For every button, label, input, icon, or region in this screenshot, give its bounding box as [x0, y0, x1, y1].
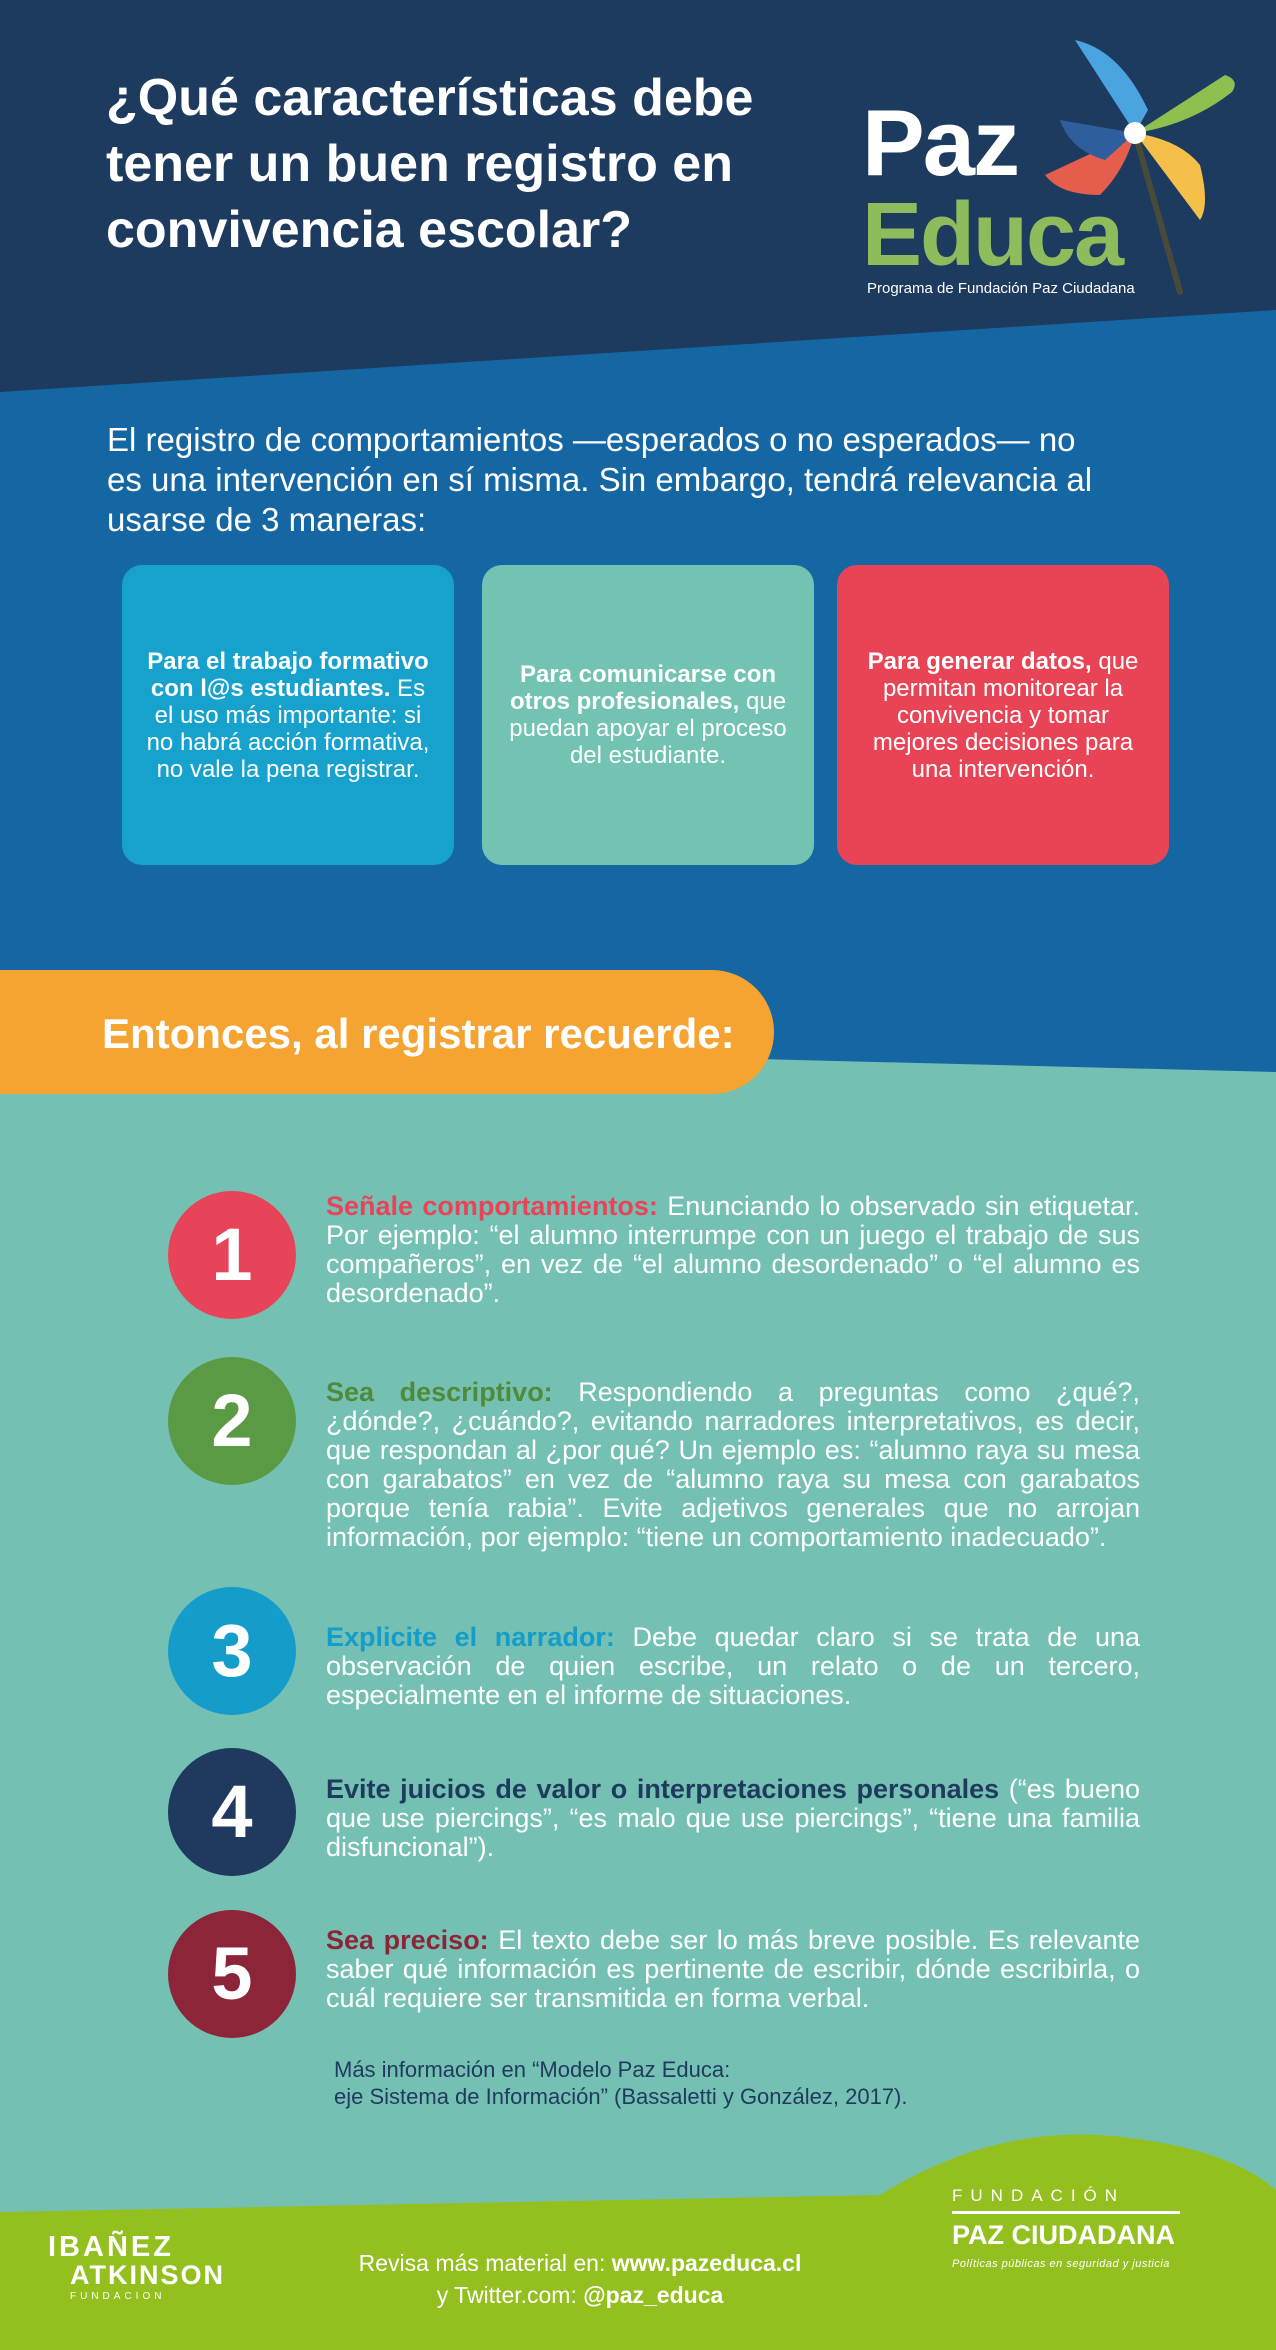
tip-item-5 [326, 1926, 1140, 2013]
number-badge-3: 3 [168, 1587, 296, 1715]
tip-heading: Sea preciso: [326, 1925, 489, 1955]
logo-subtitle: Programa de Fundación Paz Ciudadana [867, 280, 1135, 297]
card-text: que puedan apoyar el proceso del estudiante. [509, 688, 787, 769]
tip-text: (“es bueno que use piercings”, “es malo que use piercings”, “tiene una familia disfuncional”). [326, 1774, 1140, 1862]
tip-heading: Explicite el narrador: [326, 1622, 615, 1652]
tip-heading: Sea descriptivo: [326, 1377, 553, 1407]
tip-text: El texto debe ser lo más breve posible. Es relevante saber qué información es pertinente de escribir, dónde escribirla, o cuál requiere ser transmitida en forma verbal. [326, 1925, 1141, 2013]
section-banner-title: Entonces, al registrar recuerde: [102, 1010, 735, 1057]
card-heading: Para generar datos, [867, 647, 1092, 675]
number-badge-2: 2 [168, 1357, 296, 1485]
tip-text: Respondiendo a preguntas como ¿qué?, ¿dónde?, ¿cuándo?, evitando narradores interpretativos, es decir, que respondan al ¿por qué? Un ejemplo es: “alumno raya su mesa con garabatos” en vez de “alumno raya su mesa con garabatos porque tenía rabia”. Evite adjetivos generales que no arrojan información, por ejemplo: “tiene un comportamiento inadecuado”. [326, 1377, 1141, 1552]
paz-ciudadana-divider [952, 2211, 1180, 2214]
ibanez-atkinson-logo-bottom: ATKINSON [70, 2260, 225, 2290]
paz-ciudadana-fundacion: FUNDACIÓN [952, 2186, 1126, 2205]
tip-heading: Señale comportamientos: [326, 1191, 658, 1221]
more-info-line-1: Más información en “Modelo Paz Educa: [334, 2057, 731, 2082]
tip-text: Enunciando lo observado sin etiquetar. Por ejemplo: “el alumno interrumpe con un juego el trabajo de sus compañeros”, en vez de “el alumno desordenado” o “el alumno es desordenado”. [326, 1191, 1140, 1308]
website-link[interactable]: www.pazeduca.cl [611, 2250, 802, 2276]
card-heading: Para el trabajo formativo con l@s estudiantes. [147, 647, 429, 702]
twitter-link[interactable]: @paz_educa [583, 2282, 724, 2308]
logo-paz-text: Paz [862, 90, 1018, 195]
ibanez-atkinson-logo-top: IBAÑEZ [48, 2231, 174, 2263]
tip-heading: Evite juicios de valor o interpretaciones personales [326, 1774, 1000, 1804]
tip-item-3 [326, 1623, 1140, 1710]
footer-twitter-prefix: y Twitter.com: [436, 2282, 584, 2308]
card-data [837, 565, 1169, 865]
card-communicate [482, 565, 814, 865]
tip-text: Debe quedar claro si se trata de una observación de quien escribe, un relato o de un tercero, especialmente en el informe de situaciones. [326, 1622, 1141, 1710]
logo-educa-text: Educa [862, 185, 1123, 285]
number-badge-1: 1 [168, 1191, 296, 1319]
ibanez-atkinson-fundacion: FUNDACION [70, 2291, 166, 2302]
card-heading: Para comunicarse con otros profesionales, [509, 661, 777, 715]
card-text: Es el uso más importante: si no habrá acción formativa, no vale la pena registrar. [146, 674, 430, 783]
tip-item-1 [326, 1192, 1140, 1308]
number-badge-4: 4 [168, 1748, 296, 1876]
tip-item-2 [326, 1378, 1140, 1552]
paz-ciudadana-logo: PAZ CIUDADANA [952, 2220, 1175, 2250]
card-text: que permitan monitorear la convivencia y tomar mejores decisiones para una intervención. [872, 647, 1139, 783]
intro-text: El registro de comportamientos —esperados o no esperados— no es una intervención en sí misma. Sin embargo, tendrá relevancia al usarse de 3 maneras: [107, 421, 1093, 538]
tip-item-4 [326, 1775, 1140, 1862]
paz-ciudadana-subtitle: Políticas públicas en seguridad y justicia [952, 2258, 1170, 2270]
more-info [334, 2056, 908, 2110]
number-badge-5: 5 [168, 1910, 296, 2038]
more-info-line-2: eje Sistema de Información” (Bassaletti y González, 2017). [334, 2084, 908, 2109]
card-formative [122, 565, 454, 865]
footer-revisa: Revisa más material en: [358, 2250, 612, 2276]
footer-links [300, 2247, 860, 2311]
page-title: ¿Qué características debe tener un buen registro en convivencia escolar? [106, 69, 754, 259]
